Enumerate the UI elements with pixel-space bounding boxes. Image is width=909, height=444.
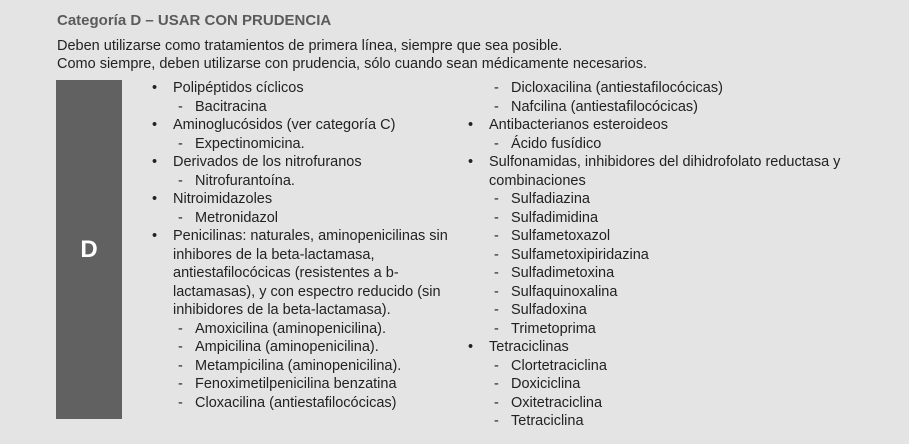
intro-line: Deben utilizarse como tratamientos de primera línea, siempre que sea posible. — [57, 38, 563, 54]
drug-item — [150, 394, 450, 413]
dash-marker: - — [178, 376, 183, 392]
drug-item — [466, 301, 866, 320]
class-sulfonamidas-inhibidores-del-dihidrofola — [466, 153, 866, 190]
category-letter: D — [80, 235, 98, 263]
bullet-marker: • — [152, 80, 158, 96]
category-heading: Categoría D – USAR CON PRUDENCIA — [57, 12, 332, 29]
dash-marker: - — [178, 98, 183, 115]
class-title: Nitroimidazoles — [173, 191, 273, 207]
dash-marker: - — [178, 209, 183, 226]
dash-marker: - — [494, 265, 499, 281]
drug-item — [150, 209, 450, 228]
dash-marker: - — [494, 209, 499, 226]
drug-item — [150, 357, 450, 376]
drug-name: Cloxacilina (antiestafilocócicas) — [195, 394, 397, 411]
class-tetraciclinas — [466, 338, 866, 357]
drug-name: Oxitetraciclina — [511, 394, 603, 411]
drug-item — [466, 135, 866, 154]
continued-list — [466, 79, 866, 116]
bullet-marker: • — [152, 154, 158, 170]
drug-name: Doxiciclina — [511, 376, 581, 392]
drug-item — [466, 320, 866, 339]
bullet-marker: • — [152, 117, 158, 133]
drug-item — [466, 190, 866, 209]
drug-name: Sulfametoxazol — [511, 228, 611, 244]
drug-item — [466, 283, 866, 302]
class-title: Penicilinas: naturales, aminopenicilinas sin inhibores de la beta-lactamasa, antiestafilocócicas (resistentes a b-lactamasas), y con espectro reducido (sin inhibidores de la beta-lactamasa). — [173, 228, 448, 318]
drug-item — [466, 227, 866, 246]
drug-name: Nafcilina (antiestafilocócicas) — [511, 98, 698, 115]
dash-marker: - — [494, 283, 499, 300]
drug-item — [466, 264, 866, 283]
dash-marker: - — [494, 246, 499, 263]
bullet-marker: • — [468, 154, 474, 170]
class-title: Sulfonamidas, inhibidores del dihidrofolato reductasa y combinaciones — [489, 154, 841, 189]
drug-name: Dicloxacilina (antiestafilocócicas) — [511, 80, 723, 96]
drug-name: Amoxicilina (aminopenicilina). — [195, 320, 386, 337]
drug-name: Sulfaquinoxalina — [511, 283, 618, 300]
class-title: Aminoglucósidos (ver categoría C) — [173, 117, 396, 133]
left-column — [150, 79, 450, 412]
drug-item — [150, 98, 450, 117]
dash-marker: - — [178, 172, 183, 189]
dash-marker: - — [178, 135, 183, 152]
drug-item — [150, 338, 450, 357]
drug-item — [150, 172, 450, 191]
bullet-marker: • — [468, 117, 474, 133]
drug-item — [466, 98, 866, 117]
drug-item — [150, 375, 450, 394]
dash-marker: - — [178, 339, 183, 355]
right-column — [466, 79, 866, 431]
drug-item — [466, 79, 866, 98]
class-derivados-de-los-nitrofuranos — [150, 153, 450, 172]
drug-name: Trimetoprima — [511, 320, 596, 337]
drug-item — [466, 375, 866, 394]
drug-name: Clortetraciclina — [511, 357, 607, 374]
dash-marker: - — [494, 80, 499, 96]
drug-item — [150, 135, 450, 154]
dash-marker: - — [178, 394, 183, 411]
drug-name: Ampicilina (aminopenicilina). — [195, 339, 379, 355]
drug-item — [466, 246, 866, 265]
class-polipeptidos-ciclicos — [150, 79, 450, 98]
dash-marker: - — [494, 357, 499, 374]
drug-name: Metampicilina (aminopenicilina). — [195, 357, 402, 374]
bullet-marker: • — [468, 339, 474, 355]
dash-marker: - — [494, 413, 499, 429]
drug-name: Sulfadimetoxina — [511, 265, 615, 281]
class-title: Antibacterianos esteroideos — [489, 117, 668, 133]
intro-line: Como siempre, deben utilizarse con prudencia, sólo cuando sean médicamente necesarios. — [57, 56, 647, 72]
class-penicilinas-naturales-aminopenicilinas-s — [150, 227, 450, 320]
drug-name: Nitrofurantoína. — [195, 172, 295, 189]
class-title: Derivados de los nitrofuranos — [173, 154, 362, 170]
dash-marker: - — [494, 98, 499, 115]
dash-marker: - — [494, 191, 499, 207]
intro-text — [57, 37, 647, 73]
drug-name: Ácido fusídico — [511, 135, 602, 152]
dash-marker: - — [178, 357, 183, 374]
bullet-marker: • — [152, 228, 158, 244]
drug-item — [466, 357, 866, 376]
dash-marker: - — [178, 320, 183, 337]
drug-name: Sulfadoxina — [511, 302, 587, 318]
drug-item — [466, 394, 866, 413]
class-nitroimidazoles — [150, 190, 450, 209]
bullet-marker: • — [152, 191, 158, 207]
dash-marker: - — [494, 302, 499, 318]
class-antibacterianos-esteroideos — [466, 116, 866, 135]
category-badge — [56, 80, 122, 419]
dash-marker: - — [494, 376, 499, 392]
drug-name: Bacitracina — [195, 98, 267, 115]
drug-name: Sulfadiazina — [511, 191, 590, 207]
dash-marker: - — [494, 394, 499, 411]
class-aminoglucosidos-ver-categoria-c — [150, 116, 450, 135]
drug-item — [150, 320, 450, 339]
drug-name: Expectinomicina. — [195, 135, 305, 152]
dash-marker: - — [494, 228, 499, 244]
dash-marker: - — [494, 135, 499, 152]
drug-name: Tetraciclina — [511, 413, 584, 429]
drug-name: Sulfadimidina — [511, 209, 599, 226]
drug-item — [466, 412, 866, 431]
drug-name: Metronidazol — [195, 209, 279, 226]
drug-name: Sulfametoxipiridazina — [511, 246, 649, 263]
drug-name: Fenoximetilpenicilina benzatina — [195, 376, 397, 392]
class-title: Tetraciclinas — [489, 339, 569, 355]
class-title: Polipéptidos cíclicos — [173, 80, 304, 96]
drug-item — [466, 209, 866, 228]
dash-marker: - — [494, 320, 499, 337]
